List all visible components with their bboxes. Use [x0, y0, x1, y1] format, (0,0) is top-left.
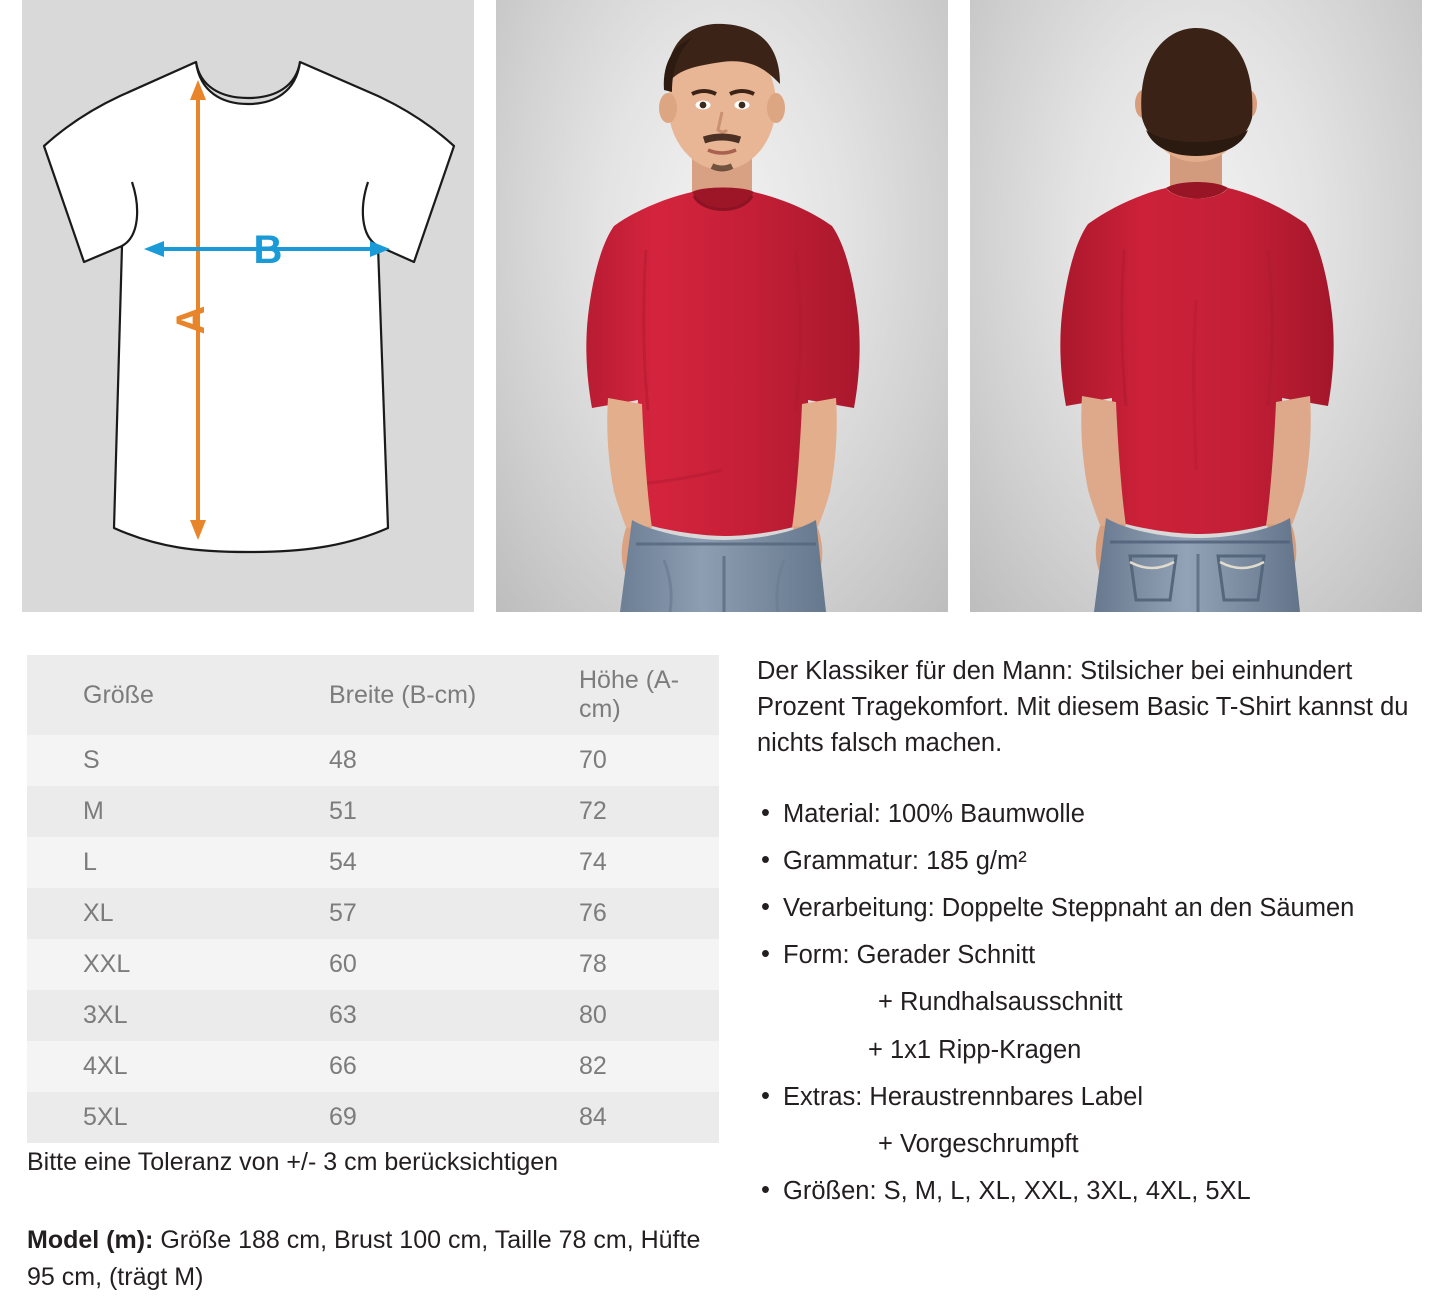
cell-height: 78 — [579, 950, 607, 978]
feature-weight: Grammatur: 185 g/m² — [783, 846, 1027, 875]
cell-width: 66 — [329, 1052, 357, 1080]
cell-height: 82 — [579, 1052, 607, 1080]
cell-size: 4XL — [83, 1052, 128, 1080]
cell-size: L — [83, 848, 97, 876]
table-row — [27, 990, 719, 1041]
product-image-row — [0, 0, 1445, 620]
cell-height: 72 — [579, 797, 607, 825]
table-row — [27, 939, 719, 990]
feature-list — [757, 796, 1429, 1210]
feature-material: Material: 100% Baumwolle — [783, 799, 1085, 828]
feature-form-sub-1: + Rundhalsausschnitt — [878, 988, 1123, 1017]
width-label-B: B — [253, 228, 283, 272]
tshirt-technical-drawing — [22, 0, 474, 612]
cell-width: 63 — [329, 1001, 357, 1029]
model-back-photo — [970, 0, 1422, 612]
cell-height: 84 — [579, 1103, 607, 1131]
table-row — [27, 786, 719, 837]
cell-height: 74 — [579, 848, 607, 876]
feature-processing: Verarbeitung: Doppelte Steppnaht an den Säumen — [783, 894, 1355, 923]
list-item — [757, 796, 1429, 832]
size-table-wrapper — [27, 655, 719, 1143]
table-row — [27, 837, 719, 888]
header-height: Höhe (A-cm) — [579, 666, 680, 723]
header-width: Breite (B-cm) — [329, 680, 477, 709]
list-item — [757, 843, 1429, 879]
cell-size: 5XL — [83, 1103, 128, 1131]
height-label-A: A — [169, 305, 213, 335]
header-size: Größe — [83, 680, 154, 709]
model-front-illustration — [496, 0, 948, 612]
feature-form-sub-2: + 1x1 Ripp-Kragen — [868, 1035, 1082, 1064]
table-row — [27, 1092, 719, 1143]
cell-size: M — [83, 797, 104, 825]
model-info-label: Model (m): — [27, 1226, 154, 1254]
model-front-photo — [496, 0, 948, 612]
cell-height: 76 — [579, 899, 607, 927]
description-intro: Der Klassiker für den Mann: Stilsicher bei einhundert Prozent Tragekomfort. Mit diesem Basic T-Shirt kannst du nichts falsch machen. — [757, 657, 1409, 758]
tolerance-note: Bitte eine Toleranz von +/- 3 cm berücksichtigen — [27, 1148, 559, 1176]
model-info-text: Größe 188 cm, Brust 100 cm, Taille 78 cm, Hüfte 95 cm, (trägt M) — [27, 1226, 701, 1291]
cell-width: 57 — [329, 899, 357, 927]
cell-height: 70 — [579, 746, 607, 774]
cell-width: 48 — [329, 746, 357, 774]
table-header-row — [27, 655, 719, 735]
model-back-illustration — [970, 0, 1422, 612]
cell-height: 80 — [579, 1001, 607, 1029]
table-row — [27, 1041, 719, 1092]
cell-size: 3XL — [83, 1001, 128, 1029]
product-description — [757, 653, 1429, 1220]
feature-extras-sub-1: + Vorgeschrumpft — [878, 1130, 1079, 1159]
size-table — [27, 655, 719, 1143]
list-item — [757, 890, 1429, 926]
cell-width: 54 — [329, 848, 357, 876]
table-row — [27, 735, 719, 786]
feature-sizes: Größen: S, M, L, XL, XXL, 3XL, 4XL, 5XL — [783, 1177, 1251, 1206]
cell-width: 60 — [329, 950, 357, 978]
cell-size: XXL — [83, 950, 131, 978]
list-item — [757, 1079, 1429, 1162]
feature-extras: Extras: Heraustrennbares Label — [783, 1082, 1144, 1111]
table-row — [27, 888, 719, 939]
feature-form: Form: Gerader Schnitt — [783, 941, 1036, 970]
cell-size: S — [83, 746, 100, 774]
technical-drawing-card — [22, 0, 474, 612]
list-item — [757, 1173, 1429, 1209]
list-item — [757, 937, 1429, 1068]
model-info — [27, 1222, 727, 1296]
cell-size: XL — [83, 899, 114, 927]
cell-width: 51 — [329, 797, 357, 825]
cell-width: 69 — [329, 1103, 357, 1131]
